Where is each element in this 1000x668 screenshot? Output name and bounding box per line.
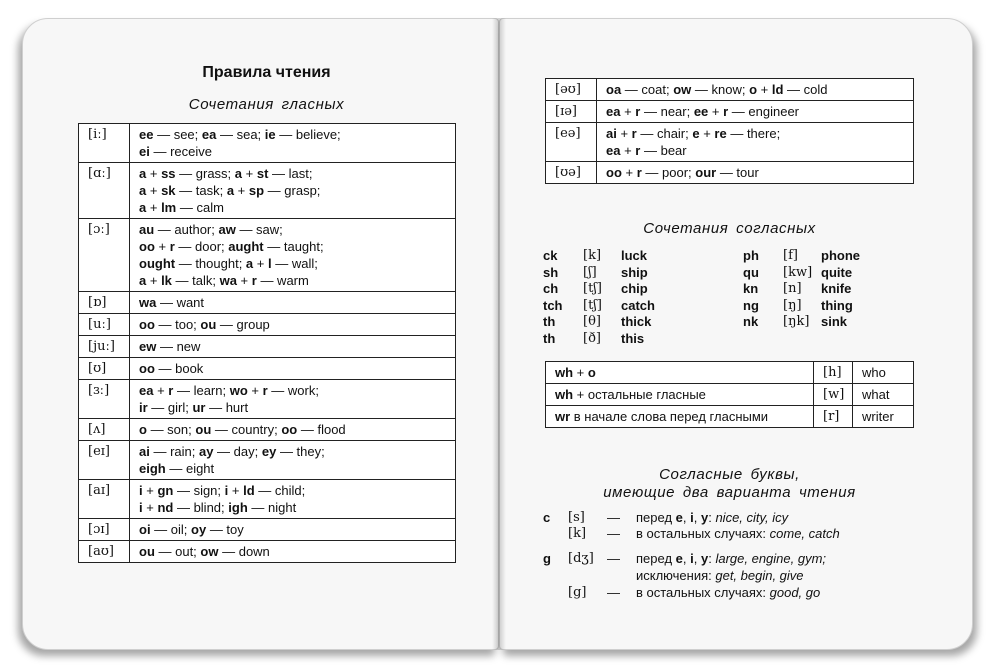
diphthong-row — [546, 79, 914, 101]
vowel-row — [79, 480, 456, 519]
consonant-ipa: [f] — [783, 248, 798, 263]
c-ipa-k: [k] — [568, 526, 587, 541]
letter-c: c — [543, 510, 551, 525]
diphthong-rule-line: ea + r — bear — [606, 143, 687, 158]
vowel-rules — [130, 541, 456, 563]
wh-ipa: [w] — [814, 384, 853, 406]
diphthong-ipa: [ʊə] — [546, 162, 597, 184]
consonant-example: chip — [621, 281, 648, 296]
vowel-row — [79, 314, 456, 336]
c-rule-soft: перед e, i, y: nice, city, icy — [636, 510, 789, 525]
vowel-ipa: [uː] — [79, 314, 130, 336]
vowel-ipa: [ʊ] — [79, 358, 130, 380]
vowel-rule-line: ou — out; ow — down — [139, 544, 270, 559]
consonant-example: this — [621, 330, 645, 346]
vowel-rule-line: ee — see; ea — sea; ie — believe; — [139, 127, 341, 142]
c-dash-2: — — [607, 526, 620, 541]
consonant-ipa: [ʃ] — [583, 264, 597, 280]
vowel-rule-line: ought — thought; a + l — wall; — [139, 256, 318, 271]
consonant-ipa: [θ] — [583, 314, 601, 329]
vowel-rule-line: i + gn — sign; i + ld — child; — [139, 483, 306, 498]
wh-example: what — [853, 384, 914, 406]
vowel-rule-line: a + sk — task; a + sp — grasp; — [139, 183, 321, 198]
vowel-combinations-heading: Сочетания гласных — [188, 96, 345, 113]
g-ipa-dzh: [dʒ] — [568, 551, 594, 566]
vowel-ipa: [ɔː] — [79, 219, 130, 292]
vowel-row — [79, 163, 456, 219]
g-rule-hard: в остальных случаях: good, go — [636, 585, 821, 600]
vowel-rule-line: ir — girl; ur — hurt — [139, 400, 249, 415]
g-ipa-g: [g] — [568, 585, 587, 600]
vowel-row — [79, 419, 456, 441]
diphthong-ipa: [eə] — [546, 123, 597, 162]
vowel-rules — [130, 336, 456, 358]
letter-g: g — [543, 551, 551, 566]
consonant-combo: sh — [543, 264, 559, 280]
consonant-combinations-heading: Сочетания согласных — [643, 220, 816, 237]
consonant-ipa: [ŋ] — [783, 297, 802, 313]
vowel-ipa: [eɪ] — [79, 441, 130, 480]
vowel-ipa: [ɑː] — [79, 163, 130, 219]
consonant-ipa: [tʃ] — [583, 281, 602, 296]
consonant-ipa: [k] — [583, 248, 602, 263]
vowel-rule-line: ea + r — learn; wo + r — work; — [139, 383, 319, 398]
consonant-example: ship — [621, 264, 648, 280]
book-spine — [492, 18, 506, 650]
wh-rule: wr в начале слова перед гласными — [546, 406, 814, 428]
wh-ipa: [h] — [814, 362, 853, 384]
vowel-rules — [130, 419, 456, 441]
vowel-ipa: [ʌ] — [79, 419, 130, 441]
consonant-ipa: [tʃ] — [583, 297, 602, 313]
diphthong-rules — [597, 162, 914, 184]
vowel-rule-line: oo + r — door; aught — taught; — [139, 239, 324, 254]
vowel-rule-line: a + lk — talk; wa + r — warm — [139, 273, 309, 288]
wh-rule: wh + остальные гласные — [546, 384, 814, 406]
wh-row — [546, 362, 914, 384]
two-readings-heading-line2: имеющие два варианта чтения — [603, 484, 856, 501]
consonant-combo: kn — [743, 281, 759, 296]
consonant-combo: tch — [543, 297, 563, 313]
consonant-example: luck — [621, 248, 648, 263]
vowel-rule-line: a + ss — grass; a + st — last; — [139, 166, 313, 181]
consonant-example: knife — [821, 281, 852, 296]
consonant-example: quite — [821, 264, 853, 280]
consonant-combo: th — [543, 330, 556, 346]
g-exceptions: исключения: get, begin, give — [636, 568, 804, 583]
consonant-combo: ng — [743, 297, 759, 313]
vowel-row — [79, 124, 456, 163]
vowel-combinations-table — [78, 123, 456, 563]
vowel-row — [79, 336, 456, 358]
diphthong-rule-line: oa — coat; ow — know; o + ld — cold — [606, 82, 828, 97]
vowel-row — [79, 441, 456, 480]
diphthong-rules — [597, 101, 914, 123]
consonant-combo: th — [543, 314, 556, 329]
consonant-combo: ck — [543, 248, 558, 263]
vowel-rule-line: i + nd — blind; igh — night — [139, 500, 297, 515]
consonant-combo: ch — [543, 281, 559, 296]
wh-example: writer — [853, 406, 914, 428]
vowel-rules — [130, 314, 456, 336]
vowel-ipa: [ɔɪ] — [79, 519, 130, 541]
consonant-example: catch — [621, 297, 655, 313]
diphthong-rules — [597, 79, 914, 101]
vowel-row — [79, 380, 456, 419]
vowel-rules — [130, 163, 456, 219]
diphthong-row — [546, 123, 914, 162]
g-dash-1: — — [607, 551, 620, 566]
vowel-rule-line: oo — too; ou — group — [139, 317, 270, 332]
diphthong-row — [546, 162, 914, 184]
vowel-rule-line: ei — receive — [139, 144, 212, 159]
vowel-rules — [130, 380, 456, 419]
page-title: Правила чтения — [202, 64, 331, 81]
wh-example: who — [853, 362, 914, 384]
g-dash-2: — — [607, 585, 620, 600]
diphthong-rule-line: ea + r — near; ee + r — engineer — [606, 104, 800, 119]
diphthong-ipa: [ɪə] — [546, 101, 597, 123]
consonant-combo: ph — [743, 248, 759, 263]
vowel-row — [79, 541, 456, 563]
consonant-ipa: [n] — [783, 281, 802, 296]
vowel-ipa: [iː] — [79, 124, 130, 163]
diphthong-table — [545, 78, 914, 184]
vowel-rules — [130, 292, 456, 314]
consonant-combo: qu — [743, 264, 759, 280]
diphthong-ipa: [əʊ] — [546, 79, 597, 101]
vowel-ipa: [juː] — [79, 336, 130, 358]
wh-row — [546, 384, 914, 406]
diphthong-rule-line: ai + r — chair; e + re — there; — [606, 126, 781, 141]
vowel-rule-line: oo — book — [139, 361, 204, 376]
consonant-ipa: [ŋk] — [783, 314, 810, 329]
vowel-rule-line: oi — oil; oy — toy — [139, 522, 244, 537]
c-rule-hard: в остальных случаях: come, catch — [636, 526, 840, 541]
wh-rule: wh + o — [546, 362, 814, 384]
vowel-rule-line: wa — want — [139, 295, 205, 310]
vowel-rules — [130, 358, 456, 380]
vowel-ipa: [ɜː] — [79, 380, 130, 419]
consonant-example: sink — [821, 314, 848, 329]
wh-wr-table — [545, 361, 914, 428]
vowel-rules — [130, 480, 456, 519]
vowel-ipa: [aɪ] — [79, 480, 130, 519]
vowel-rules — [130, 441, 456, 480]
vowel-row — [79, 358, 456, 380]
c-ipa-s: [s] — [568, 510, 585, 525]
diphthong-rules — [597, 123, 914, 162]
consonant-ipa: [ð] — [583, 330, 601, 346]
consonant-ipa: [kw] — [783, 264, 813, 280]
vowel-rule-line: a + lm — calm — [139, 200, 224, 215]
consonant-example: thing — [821, 297, 853, 313]
vowel-row — [79, 219, 456, 292]
vowel-row — [79, 519, 456, 541]
vowel-ipa: [ɒ] — [79, 292, 130, 314]
vowel-rule-line: eigh — eight — [139, 461, 215, 476]
vowel-rule-line: o — son; ou — country; oo — flood — [139, 422, 346, 437]
diphthong-rule-line: oo + r — poor; our — tour — [606, 165, 759, 180]
consonant-example: thick — [621, 314, 652, 329]
vowel-row — [79, 292, 456, 314]
wh-ipa: [r] — [814, 406, 853, 428]
g-rule-soft: перед e, i, y: large, engine, gym; — [636, 551, 827, 566]
two-readings-heading-line1: Согласные буквы, — [659, 466, 800, 483]
vowel-rules — [130, 519, 456, 541]
vowel-ipa: [aʊ] — [79, 541, 130, 563]
c-dash-1: — — [607, 510, 620, 525]
vowel-rules — [130, 219, 456, 292]
vowel-rule-line: au — author; aw — saw; — [139, 222, 283, 237]
vowel-rules — [130, 124, 456, 163]
consonant-example: phone — [821, 248, 860, 263]
diphthong-row — [546, 101, 914, 123]
wh-row — [546, 406, 914, 428]
vowel-rule-line: ai — rain; ay — day; ey — they; — [139, 444, 325, 459]
vowel-rule-line: ew — new — [139, 339, 201, 354]
consonant-combo: nk — [743, 314, 759, 329]
